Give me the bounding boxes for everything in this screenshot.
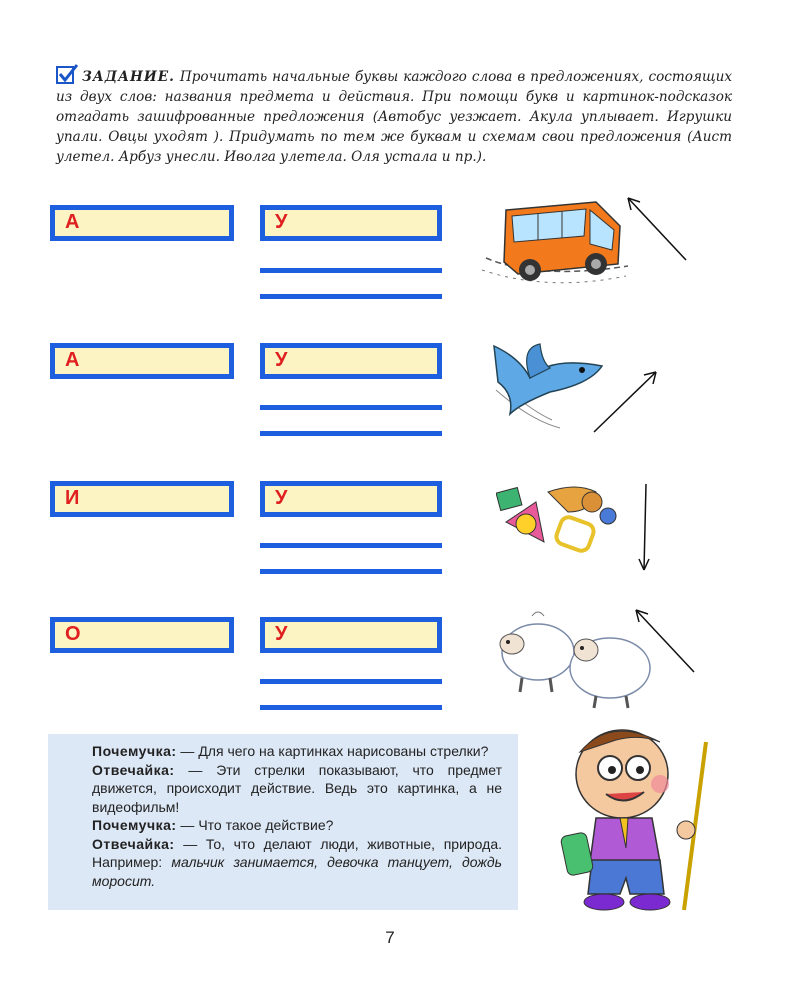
letter-box-3b[interactable]: [260, 481, 442, 517]
dialog-answer-2: [92, 835, 502, 891]
dialog-answer-1: [92, 761, 502, 817]
letter-box-2a[interactable]: [50, 343, 234, 379]
answer-line[interactable]: [260, 569, 442, 574]
boy-teacher-picture: [560, 722, 720, 914]
answer-line[interactable]: [260, 543, 442, 548]
speaker-otvechayka: Отвечайка:: [92, 835, 175, 852]
toys-picture: [496, 482, 620, 562]
letter: У: [275, 623, 288, 645]
dialog-question-1: [92, 742, 502, 761]
answer-line[interactable]: [260, 268, 442, 273]
task-instructions: [56, 66, 732, 167]
speaker-otvechayka: Отвечайка:: [92, 761, 175, 778]
task-text: Прочитать начальные буквы каждого слова в предложениях, состоящих из двух слов: названия предмета и действия. При помощи букв и картинок-подсказок отгадать зашифрованные предложения (Автобус уезжает. Акула уплывает. Игрушки упали. Овцы уходят ). Придумать по тем же буквам и схемам свои предложения (Аист улетел. Арбуз унесли. Иволга улетела. Оля устала и пр.).: [56, 69, 732, 165]
answer-line[interactable]: [260, 705, 442, 710]
letter: И: [65, 487, 80, 509]
letter: А: [65, 349, 80, 371]
page-number: 7: [385, 928, 395, 947]
answer-examples: мальчик занимается, девочка танцует, дождь моросит.: [92, 854, 502, 889]
task-title: ЗАДАНИЕ.: [82, 69, 175, 85]
letter: У: [275, 487, 288, 509]
letter-box-1b[interactable]: [260, 205, 442, 241]
letter: У: [275, 349, 288, 371]
answer-text: — То, что делают люди, животные, природа. Например:: [92, 835, 502, 870]
question-text: — Что такое действие?: [176, 817, 334, 833]
letter: О: [65, 623, 81, 645]
arrow-up-left-icon: [620, 192, 690, 264]
arrow-down-icon: [632, 482, 656, 574]
letter-box-2b[interactable]: [260, 343, 442, 379]
bus-picture: [478, 192, 628, 296]
question-text: — Для чего на картинках нарисованы стрелки?: [176, 743, 489, 759]
letter-box-4a[interactable]: [50, 617, 234, 653]
arrow-up-left-icon: [628, 604, 698, 676]
dialog-box: [48, 734, 518, 910]
letter-box-3a[interactable]: [50, 481, 234, 517]
checkbox-checked-icon: [56, 66, 74, 84]
letter-box-4b[interactable]: [260, 617, 442, 653]
answer-line[interactable]: [260, 431, 442, 436]
letter-box-1a[interactable]: [50, 205, 234, 241]
answer-line[interactable]: [260, 405, 442, 410]
answer-text: — Эти стрелки показывают, что предмет движется, происходит действие. Ведь это картинка, а не видеофильм!: [92, 761, 502, 815]
speaker-pochemuchka: Почемучка:: [92, 817, 177, 833]
answer-line[interactable]: [260, 294, 442, 299]
letter: У: [275, 211, 288, 233]
answer-line[interactable]: [260, 679, 442, 684]
letter: А: [65, 211, 80, 233]
arrow-up-right-icon: [590, 366, 662, 436]
speaker-pochemuchka: Почемучка:: [92, 743, 177, 759]
dialog-question-2: [92, 816, 502, 835]
